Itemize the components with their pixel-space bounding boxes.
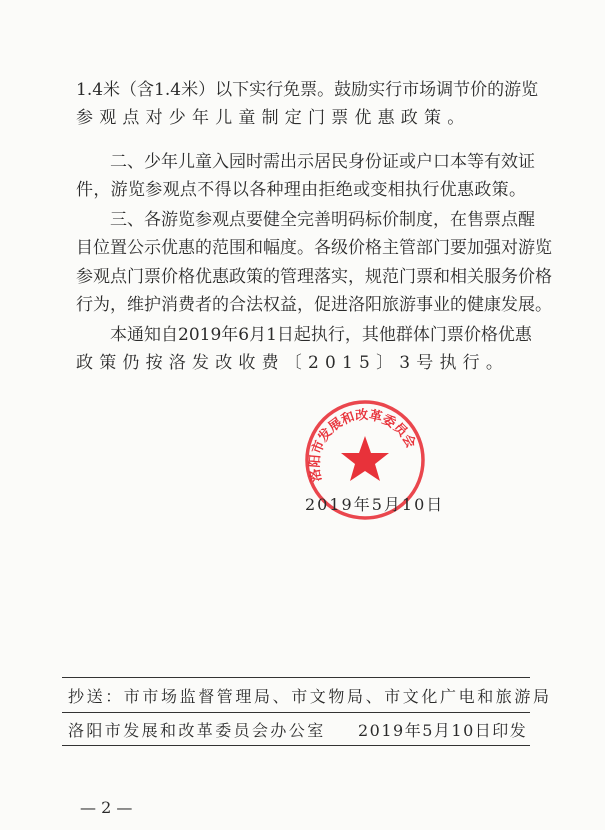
body-line: 二、少年儿童入园时需出示居民身份证或户口本等有效证 (110, 152, 535, 172)
body-line: 参观点门票价格优惠政策的管理落实，规范门票和相关服务价格 (76, 267, 552, 287)
divider (62, 677, 530, 678)
divider (62, 745, 530, 746)
divider (62, 712, 530, 713)
cc-list: 抄送：市市场监督管理局、市文物局、市文化广电和旅游局 (68, 687, 552, 706)
star-icon (341, 436, 389, 481)
issue-date: 2019年5月10日印发 (358, 721, 528, 740)
body-line: 参观点对少年儿童制定门票优惠政策。 (76, 108, 471, 128)
body-line: 目位置公示优惠的范围和幅度。各级价格主管部门要加强对游览 (76, 238, 552, 258)
signature-date: 2019年5月10日 (305, 495, 445, 514)
body-line: 1.4米（含1.4米）以下实行免票。鼓励实行市场调节价的游览 (76, 80, 539, 100)
body-line: 行为，维护消费者的合法权益，促进洛阳旅游事业的健康发展。 (76, 295, 552, 315)
body-line: 三、各游览参观点要健全完善明码标价制度，在售票点醒 (110, 210, 535, 230)
issuer: 洛阳市发展和改革委员会办公室 (68, 721, 326, 740)
body-line: 件，游览参观点不得以各种理由拒绝或变相执行优惠政策。 (76, 180, 526, 200)
body-line: 政策仍按洛发改收费〔2015〕3号执行。 (76, 353, 510, 373)
body-line: 本通知自2019年6月1日起执行，其他群体门票价格优惠 (110, 325, 532, 345)
page-number: — 2 — (80, 798, 133, 817)
svg-text:洛阳市发展和改革委员会: 洛阳市发展和改革委员会 (307, 407, 419, 483)
